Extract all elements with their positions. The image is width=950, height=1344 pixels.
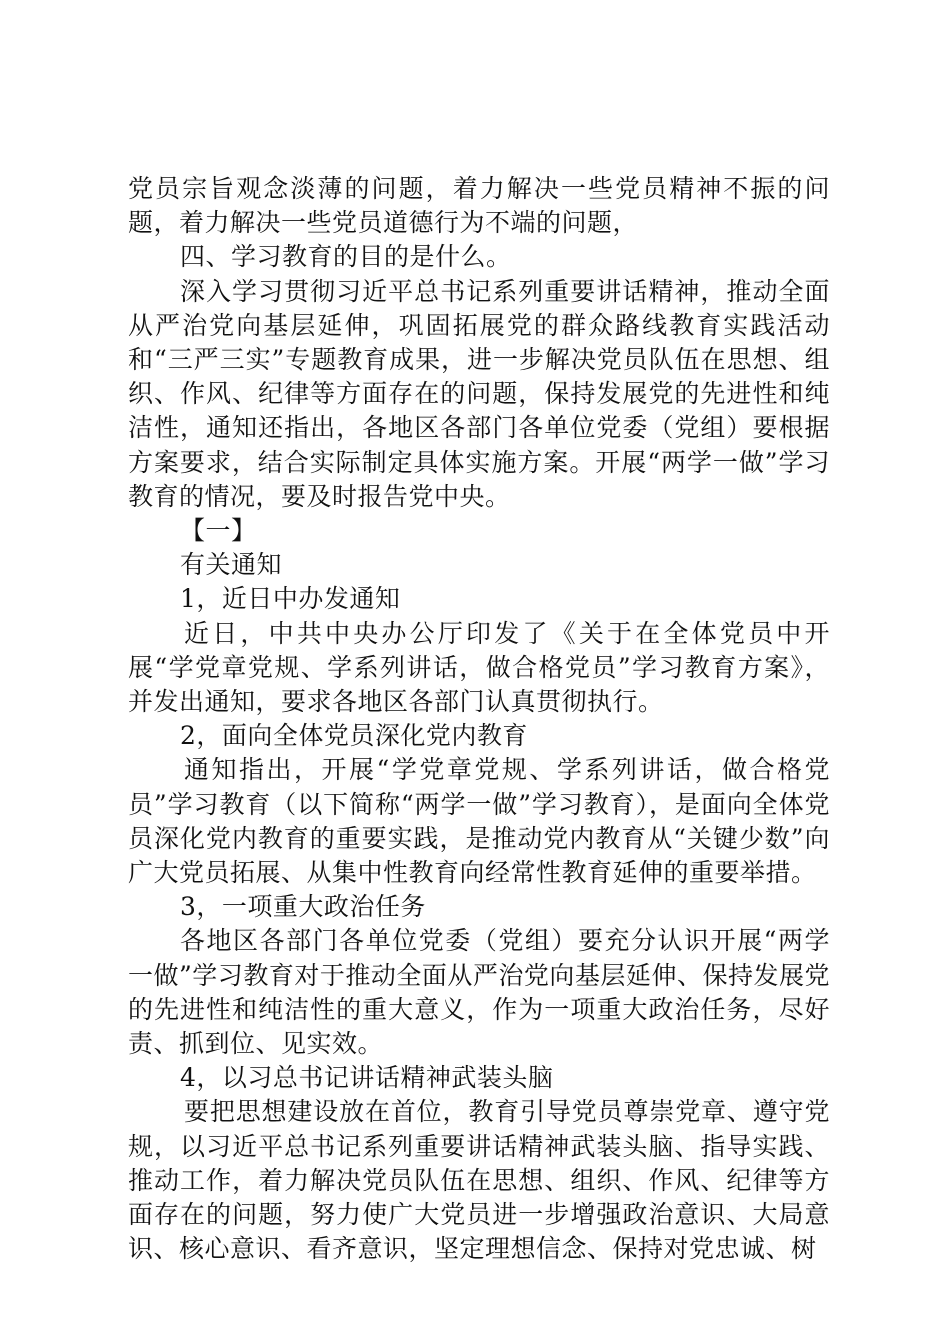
item-heading-2: 2，面向全体党员深化党内教育 (180, 721, 528, 751)
section-heading-4: 四、学习教育的目的是什么。 (180, 242, 512, 272)
paragraph-purpose: 深入学习贯彻习近平总书记系列重要讲话精神，推动全面从严治党向基层延伸，巩固拓展党的群众路线教育实践活动和“三严三实”专题教育成果，进一步解决党员队伍在思想、组织、作风、纪律等方面存在的问题，保持发展党的先进性和纯洁性，通知还指出，各地区各部门各单位党委（党组）要根据方案要求，结合实际制定具体实施方案。开展“两学一做”学习教育的情况，要及时报告党中央。 (128, 276, 830, 511)
item-body-1: 近日，中共中央办公厅印发了《关于在全体党员中开展“学党章党规、学系列讲话，做合格党员”学习教育方案》，并发出通知，要求各地区各部门认真贯彻执行。 (128, 618, 830, 717)
section-marker: 【一】 (180, 516, 257, 546)
item-body-3: 各地区各部门各单位党委（党组）要充分认识开展“两学一做”学习教育对于推动全面从严治党向基层延伸、保持发展党的先进性和纯洁性的重大意义，作为一项重大政治任务，尽好责、抓到位、见实效。 (128, 926, 830, 1059)
document-body (128, 172, 830, 1267)
paragraph-continuation: 党员宗旨观念淡薄的问题，着力解决一些党员精神不振的问题，着力解决一些党员道德行为不端的问题， (128, 174, 830, 238)
item-body-2: 通知指出，开展“学党章党规、学系列讲话，做合格党员”学习教育（以下简称“两学一做”学习教育），是面向全体党员深化党内教育的重要实践，是推动党内教育从“关键少数”向广大党员拓展、从集中性教育向经常性教育延伸的重要举措。 (128, 755, 830, 888)
item-body-4: 要把思想建设放在首位，教育引导党员尊崇党章、遵守党规，以习近平总书记系列重要讲话精神武装头脑、指导实践、推动工作，着力解决党员队伍在思想、组织、作风、纪律等方面存在的问题，努力使广大党员进一步增强政治意识、大局意识、核心意识、看齐意识，坚定理想信念、保持对党忠诚、树 (128, 1097, 830, 1264)
subheading-notice: 有关通知 (180, 550, 283, 580)
item-heading-1: 1，近日中办发通知 (180, 584, 401, 614)
item-heading-4: 4，以习总书记讲话精神武装头脑 (180, 1063, 554, 1093)
item-heading-3: 3，一项重大政治任务 (180, 892, 426, 922)
